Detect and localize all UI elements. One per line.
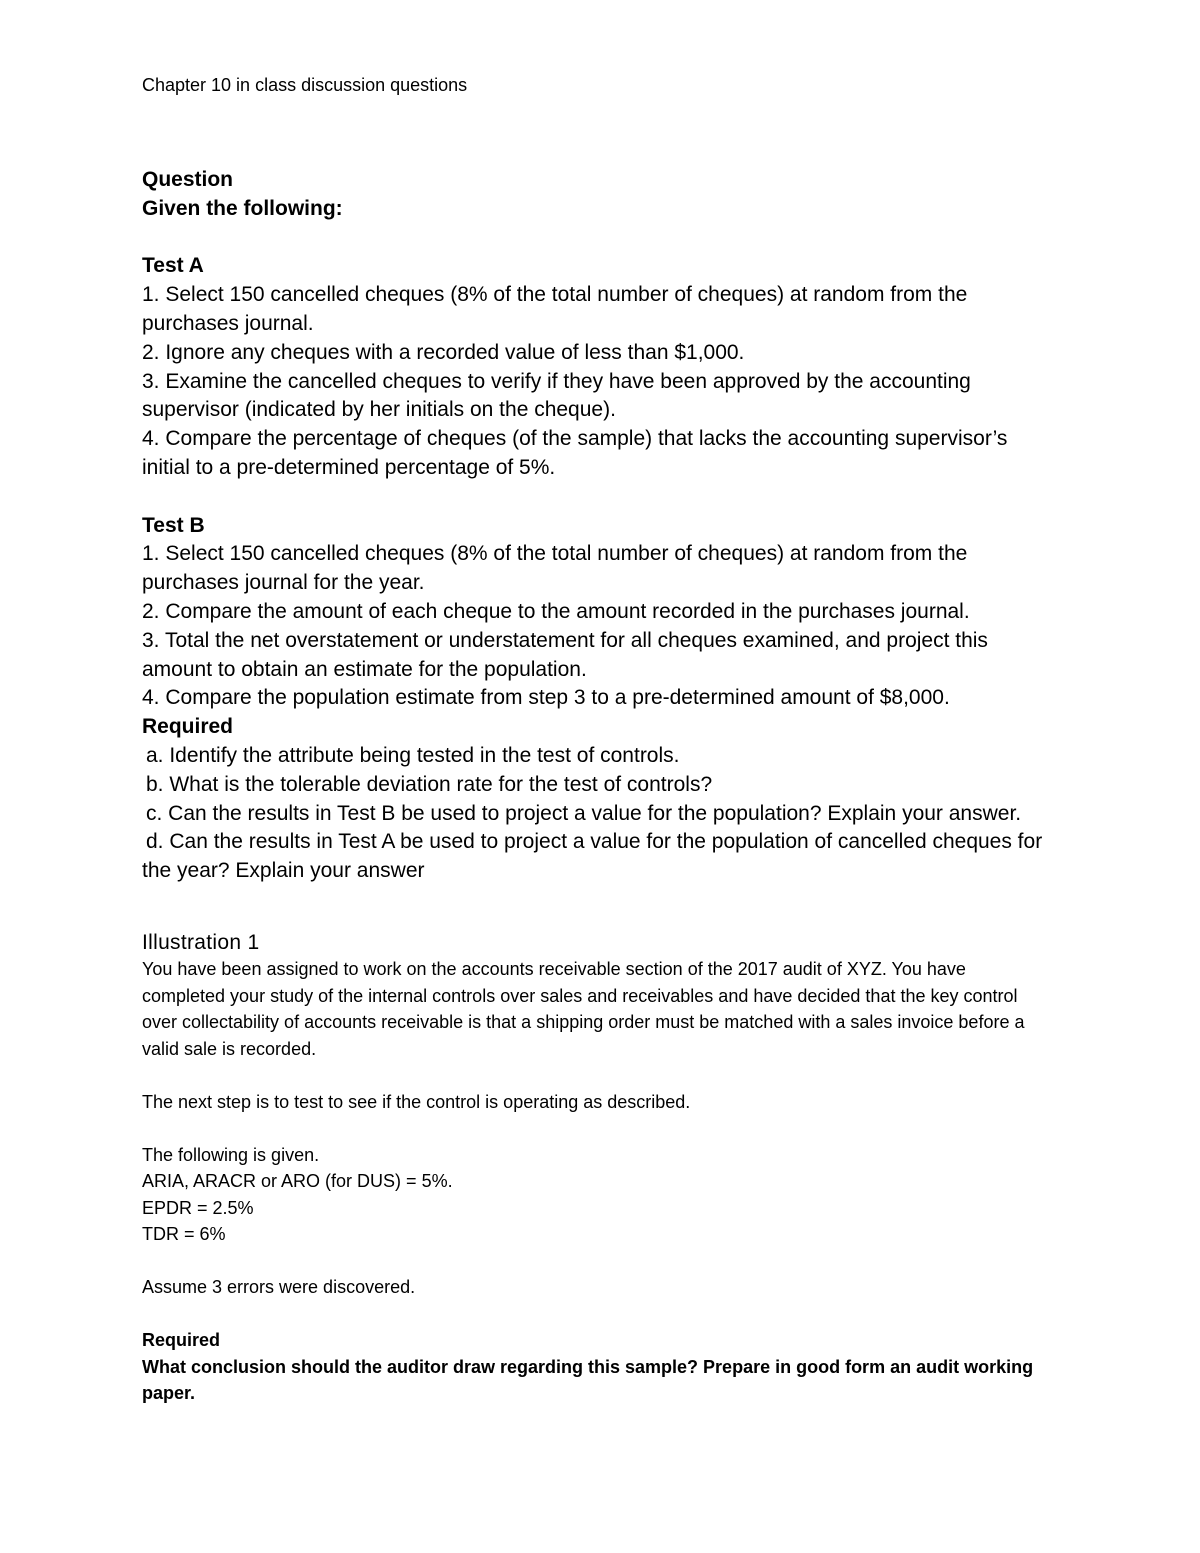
required-heading: Required bbox=[142, 715, 234, 739]
test-b-title: Test B bbox=[142, 513, 205, 537]
test-a-step: 1. Select 150 cancelled cheques (8% of the total number of cheques) at random from the purchases journal. bbox=[142, 283, 968, 335]
question-intro: Given the following: bbox=[142, 196, 343, 220]
required-item: b. What is the tolerable deviation rate for the test of controls? bbox=[146, 772, 713, 796]
required-item: d. Can the results in Test A be used to project a value for the population of cancelled cheques for the year? Explain your answer bbox=[142, 830, 1043, 883]
given-item: ARIA, ARACR or ARO (for DUS) = 5%. bbox=[142, 1171, 453, 1191]
assumption-text: Assume 3 errors were discovered. bbox=[142, 1277, 416, 1297]
given-item: TDR = 6% bbox=[142, 1224, 226, 1244]
test-a-step: 2. Ignore any cheques with a recorded value of less than $1,000. bbox=[142, 340, 745, 364]
required-item: a. Identify the attribute being tested in the test of controls. bbox=[146, 743, 680, 767]
test-b-step: 4. Compare the population estimate from step 3 to a pre-determined amount of $8,000. bbox=[142, 686, 950, 710]
test-b-step: 2. Compare the amount of each cheque to the amount recorded in the purchases journal. bbox=[142, 599, 970, 623]
question-section bbox=[142, 166, 1052, 886]
given-item: EPDR = 2.5% bbox=[142, 1197, 254, 1218]
illustration-section bbox=[142, 956, 1052, 1407]
test-a-step: 4. Compare the percentage of cheques (of the sample) that lacks the accounting supervisor’s initial to a pre-determined percentage of 5%. bbox=[142, 427, 1008, 479]
test-a-step: 3. Examine the cancelled cheques to verify if they have been approved by the accounting supervisor (indicated by her initials on the cheque). bbox=[142, 369, 971, 422]
document-header: Chapter 10 in class discussion questions bbox=[142, 75, 468, 95]
illustration-required-heading: Required bbox=[142, 1330, 221, 1350]
required-item: c. Can the results in Test B be used to project a value for the population? Explain your answer. bbox=[146, 801, 1022, 825]
illustration-title: Illustration 1 bbox=[142, 931, 260, 954]
question-heading: Question bbox=[142, 168, 234, 191]
test-b-step: 3. Total the net overstatement or understatement for all cheques examined, and project this amount to obtain an estimate for the population. bbox=[142, 628, 988, 681]
test-b-step: 1. Select 150 cancelled cheques (8% of the total number of cheques) at random from the purchases journal for the year. bbox=[142, 542, 968, 595]
illustration-paragraph: The next step is to test to see if the control is operating as described. bbox=[142, 1091, 691, 1112]
illustration-paragraph: You have been assigned to work on the accounts receivable section of the 2017 audit of XYZ. You have completed your study of the internal controls over sales and receivables and have decided that the key control over collectability of accounts receivable is that a shipping order must be matched with a sales invoice before a valid sale is recorded. bbox=[142, 959, 1025, 1059]
illustration-required-text: What conclusion should the auditor draw regarding this sample? Prepare in good form an audit working paper. bbox=[142, 1356, 1034, 1403]
given-intro: The following is given. bbox=[142, 1144, 320, 1165]
test-a-title: Test A bbox=[142, 254, 204, 278]
